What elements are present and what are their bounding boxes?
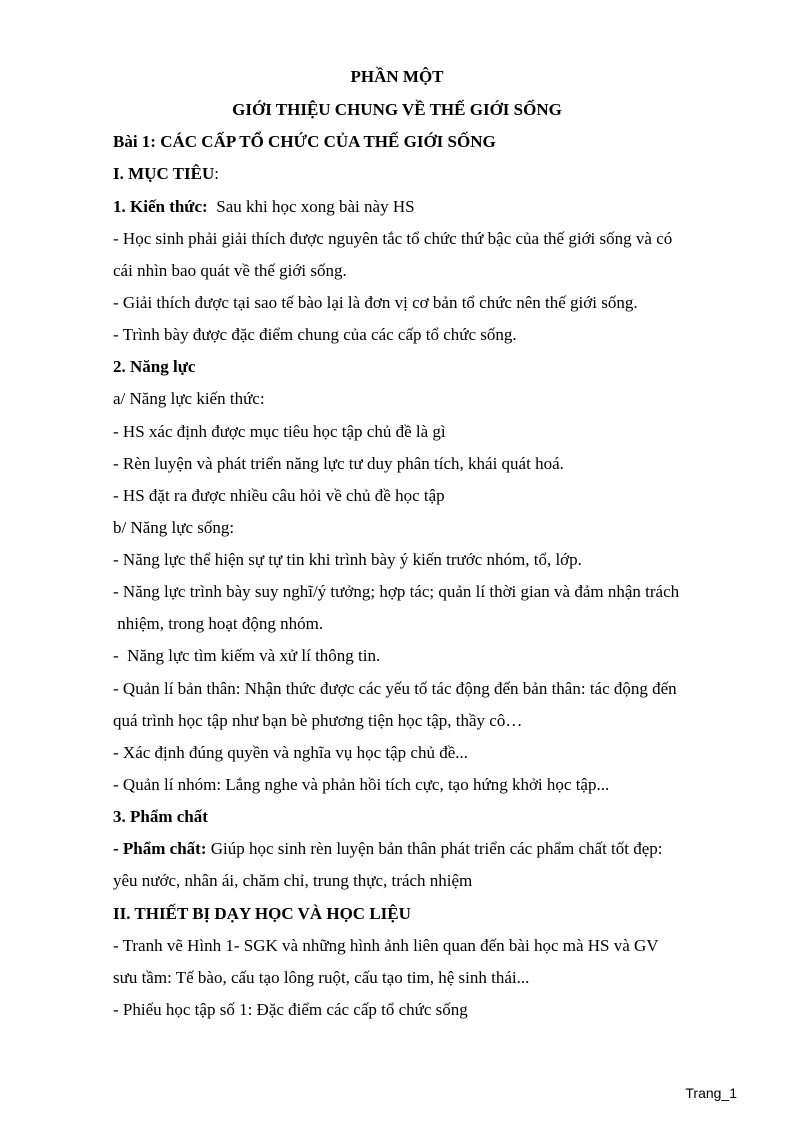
knowledge-heading: 1. Kiến thức: (113, 197, 208, 216)
lesson-title: Bài 1: CÁC CẤP TỔ CHỨC CỦA THẾ GIỚI SỐNG (113, 132, 496, 151)
competence-line: - Năng lực thể hiện sự tự tin khi trình bày ý kiến trước nhóm, tổ, lớp. (113, 550, 582, 569)
quality-line (113, 838, 663, 860)
competence-line: - Rèn luyện và phát triển năng lực tư duy phân tích, khái quát hoá. (113, 454, 564, 473)
competence-line: b/ Năng lực sống: (113, 518, 235, 537)
section-2-heading: II. THIẾT BỊ DẠY HỌC VÀ HỌC LIỆU (113, 904, 411, 923)
quality-line-2: yêu nước, nhân ái, chăm chỉ, trung thực, trách nhiệm (113, 871, 473, 890)
competence-line: - HS đặt ra được nhiều câu hỏi về chủ đề học tập (113, 486, 445, 505)
competence-line: - Quản lí nhóm: Lắng nghe và phản hồi tích cực, tạo hứng khởi học tập... (113, 775, 610, 794)
competence-line: nhiệm, trong hoạt động nhóm. (113, 614, 324, 633)
competence-line: quá trình học tập như bạn bè phương tiện học tập, thầy cô… (113, 711, 523, 730)
knowledge-intro: Sau khi học xong bài này HS (207, 197, 415, 216)
competence-line: - Xác định đúng quyền và nghĩa vụ học tập chủ đề... (113, 743, 469, 762)
section-1-heading (113, 163, 219, 185)
knowledge-line: - Giải thích được tại sao tế bào lại là đơn vị cơ bản tổ chức nên thế giới sống. (113, 293, 638, 312)
competence-line: a/ Năng lực kiến thức: (113, 389, 265, 408)
quality-label: - Phẩm chất: (113, 839, 207, 858)
part-title: PHẦN MỘT (350, 67, 444, 86)
section-2-line: - Tranh vẽ Hình 1- SGK và những hình ảnh liên quan đến bài học mà HS và GV (113, 936, 659, 955)
competence-heading: 2. Năng lực (113, 357, 196, 376)
quality-text: Giúp học sinh rèn luyện bản thân phát triển các phẩm chất tốt đẹp: (206, 839, 663, 858)
page-number: Trang_1 (685, 1085, 737, 1101)
knowledge-line: - Trình bày được đặc điểm chung của các cấp tổ chức sống. (113, 325, 517, 344)
competence-line: - HS xác định được mục tiêu học tập chủ đề là gì (113, 422, 446, 441)
part-subtitle: GIỚI THIỆU CHUNG VỀ THẾ GIỚI SỐNG (232, 100, 562, 119)
section-2-line: - Phiếu học tập số 1: Đặc điểm các cấp tổ chức sống (113, 1000, 468, 1019)
knowledge-heading-line (113, 196, 415, 218)
knowledge-line: cái nhìn bao quát về thế giới sống. (113, 261, 347, 280)
competence-line: - Năng lực trình bày suy nghĩ/ý tưởng; hợp tác; quản lí thời gian và đảm nhận trách (113, 582, 680, 601)
competence-line: - Năng lực tìm kiếm và xử lí thông tin. (113, 646, 381, 665)
quality-heading: 3. Phẩm chất (113, 807, 208, 826)
section-1-heading-colon: : (214, 164, 219, 183)
section-2-line: sưu tầm: Tế bào, cấu tạo lông ruột, cấu tạo tim, hệ sinh thái... (113, 968, 530, 987)
knowledge-line: - Học sinh phải giải thích được nguyên tắc tổ chức thứ bậc của thế giới sống và có (113, 229, 673, 248)
competence-line: - Quản lí bản thân: Nhận thức được các yếu tố tác động đến bản thân: tác động đến (113, 679, 677, 698)
section-1-heading-text: I. MỤC TIÊU (113, 164, 215, 183)
